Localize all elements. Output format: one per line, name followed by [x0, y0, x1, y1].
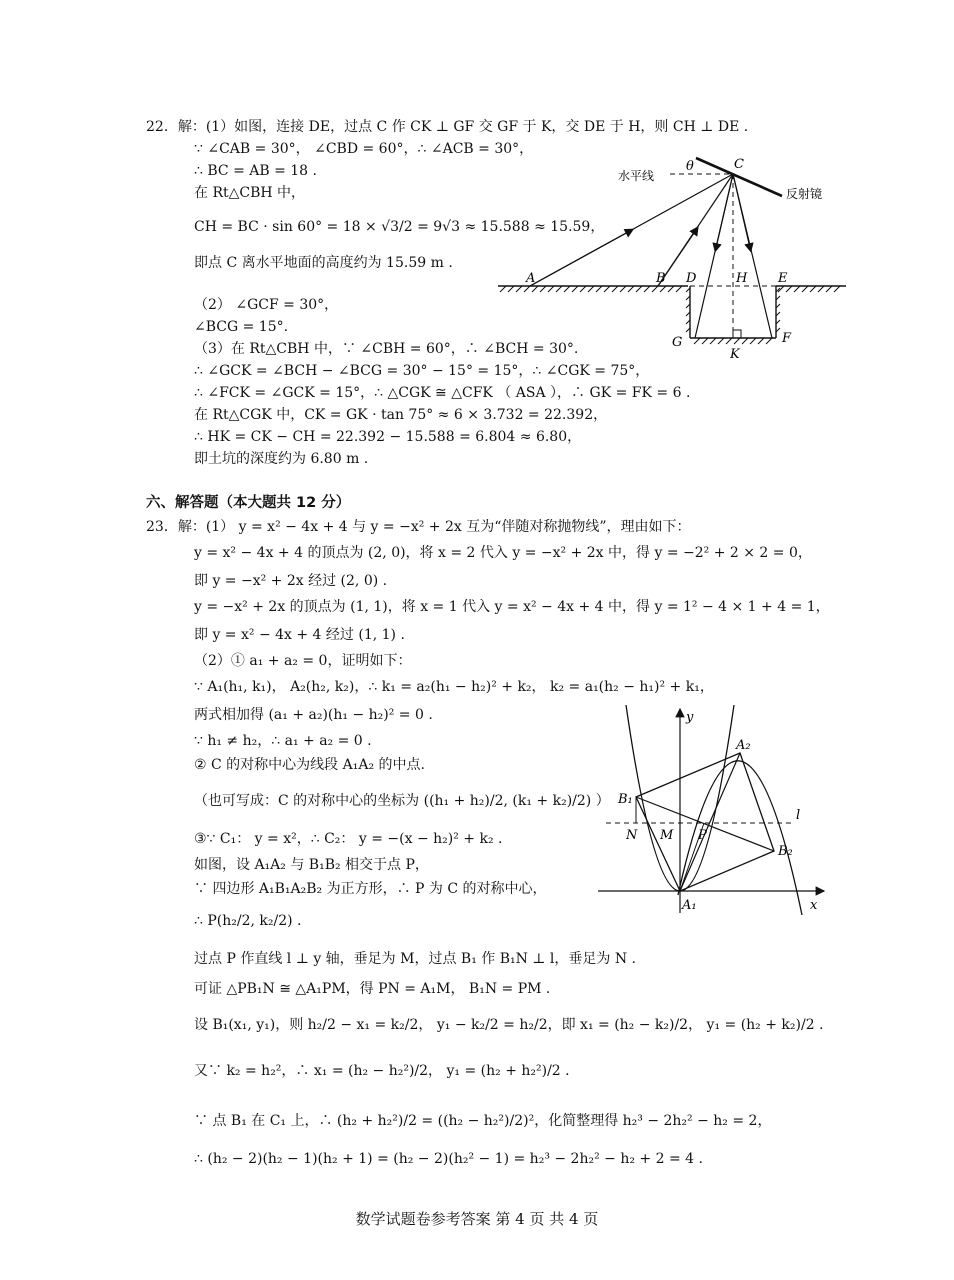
- point-F: F: [782, 331, 792, 346]
- point-N: N: [626, 828, 638, 843]
- q23-line-11: （也可写成：C 的对称中心的坐标为 ((h₁ + h₂)/2, (k₁ + k₂)/2) ）: [194, 793, 610, 809]
- q22-line-7: （2） ∠GCF = 30°，: [194, 297, 339, 313]
- q23-parabola-figure: [598, 705, 828, 915]
- q22-line-8: ∠BCG = 15°.: [194, 319, 289, 335]
- q22-line-4: 在 Rt△CBH 中，: [194, 185, 306, 201]
- axis-x-label: x: [810, 898, 818, 913]
- point-A2: A₂: [736, 738, 751, 753]
- q23-line-15: ∴ P(h₂/2, k₂/2) .: [194, 913, 302, 929]
- q23-line-20: ∵ 点 B₁ 在 C₁ 上，∴ (h₂ + h₂²)/2 = ((h₂ − h₂²)/2)²，化简整理得 h₂³ − 2h₂² − h₂ = 2，: [194, 1113, 772, 1129]
- label-horizontal: 水平线: [618, 169, 655, 183]
- q23-line-3: 即 y = −x² + 2x 经过 (2, 0) .: [194, 573, 388, 589]
- q23-line-7: ∵ A₁(h₁, k₁)， A₂(h₂, k₂)，∴ k₁ = a₂(h₁ − h₂)² + k₂， k₂ = a₁(h₂ − h₁)² + k₁，: [194, 679, 714, 695]
- q22-line-10: ∴ ∠GCK = ∠BCH − ∠BCG = 30° − 15° = 15°，∴ ∠CGK = 75°，: [194, 363, 650, 379]
- q23-line-16: 过点 P 作直线 l ⊥ y 轴，垂足为 M，过点 B₁ 作 B₁N ⊥ l，垂足为 N .: [194, 951, 637, 967]
- section-6-heading: 六、解答题（本大题共 12 分）: [146, 495, 351, 511]
- q23-line-1: 23．解：(1） y = x² − 4x + 4 与 y = −x² + 2x 互为“伴随对称抛物线”，理由如下：: [146, 519, 691, 535]
- ray-AC-arrow: [530, 231, 630, 286]
- point-A1: A₁: [682, 898, 697, 913]
- label-theta: θ: [686, 159, 694, 174]
- point-K: K: [730, 347, 740, 362]
- q23-line-2: y = x² − 4x + 4 的顶点为 (2, 0)，将 x = 2 代入 y = −x² + 2x 中，得 y = −2² + 2 × 2 = 0，: [194, 545, 812, 561]
- q22-line-6: 即点 C 离水平地面的高度约为 15.59 m .: [194, 255, 453, 271]
- q22-reflection-figure: [490, 150, 850, 365]
- q23-line-6: （2）① a₁ + a₂ = 0，证明如下：: [194, 653, 412, 669]
- square-A1B1A2B2: [636, 753, 774, 891]
- point-P: P: [698, 828, 707, 843]
- point-C: C: [734, 157, 744, 172]
- point-E: E: [778, 271, 788, 286]
- q22-line-11: ∴ ∠FCK = ∠GCK = 15°，∴ △CGK ≅ △CFK （ ASA ），∴ GK = FK = 6 .: [194, 385, 691, 401]
- point-H: H: [736, 271, 748, 286]
- q23-line-21: ∴ (h₂ − 2)(h₂ − 1)(h₂ + 1) = (h₂ − 2)(h₂² − 1) = h₂³ − 2h₂² − h₂ + 2 = 4 .: [194, 1151, 703, 1167]
- q23-line-17: 可证 △PB₁N ≅ △A₁PM，得 PN = A₁M， B₁N = PM .: [194, 981, 551, 997]
- ray-CG-arrow: [716, 174, 733, 248]
- point-D: D: [686, 271, 697, 286]
- ray-CF-arrow: [733, 174, 750, 248]
- q23-line-10: ② C 的对称中心为线段 A₁A₂ 的中点.: [194, 757, 425, 773]
- q23-line-19: 又∵ k₂ = h₂²，∴ x₁ = (h₂ − h₂²)/2， y₁ = (h₂ + h₂²)/2 .: [194, 1063, 570, 1079]
- label-mirror: 反射镜: [786, 187, 823, 201]
- q23-line-4: y = −x² + 2x 的顶点为 (1, 1)，将 x = 1 代入 y = x² − 4x + 4 中，得 y = 1² − 4 × 1 + 4 = 1，: [194, 599, 830, 615]
- point-B: B: [656, 271, 666, 286]
- point-M: M: [660, 828, 674, 843]
- q23-line-8: 两式相加得 (a₁ + a₂)(h₁ − h₂)² = 0 .: [194, 707, 433, 723]
- q23-line-12: ③∵ C₁： y = x²，∴ C₂： y = −(x − h₂)² + k₂ .: [194, 831, 503, 847]
- q23-line-5: 即 y = x² − 4x + 4 经过 (1, 1) .: [194, 627, 405, 643]
- q23-line-18: 设 B₁(x₁, y₁)，则 h₂/2 − x₁ = k₂/2， y₁ − k₂/2 = h₂/2，即 x₁ = (h₂ − k₂)/2， y₁ = (h₂ + k₂)/2 .: [194, 1017, 824, 1033]
- q23-line-14: ∵ 四边形 A₁B₁A₂B₂ 为正方形，∴ P 为 C 的对称中心，: [194, 881, 547, 897]
- line-l-label: l: [796, 808, 801, 823]
- q22-line-13: ∴ HK = CK − CH = 22.392 − 15.588 = 6.804 ≈ 6.80，: [194, 429, 582, 445]
- q23-line-13: 如图，设 A₁A₂ 与 B₁B₂ 相交于点 P，: [194, 857, 429, 873]
- q22-line-3: ∴ BC = AB = 18 .: [194, 163, 317, 179]
- q22-line-1: 22．解：(1）如图，连接 DE，过点 C 作 CK ⊥ GF 交 GF 于 K，交 DE 于 H，则 CH ⊥ DE .: [146, 119, 749, 135]
- right-angle-mark: [733, 330, 741, 338]
- point-B1: B₁: [618, 792, 633, 807]
- q22-line-12: 在 Rt△CGK 中，CK = GK · tan 75° ≈ 6 × 3.732 = 22.392，: [194, 407, 608, 423]
- q22-line-2: ∵ ∠CAB = 30°， ∠CBD = 60°，∴ ∠ACB = 30°，: [194, 141, 534, 157]
- axis-y-label: y: [686, 710, 694, 725]
- q22-line-5: CH = BC · sin 60° = 18 × √3/2 = 9√3 ≈ 15.588 ≈ 15.59，: [194, 219, 605, 235]
- q22-line-14: 即土坑的深度约为 6.80 m .: [194, 451, 369, 467]
- point-G: G: [672, 335, 683, 350]
- point-B2: B₂: [778, 844, 793, 859]
- diagonal-A1A2: [680, 753, 740, 891]
- q22-line-9: （3）在 Rt△CBH 中，∵ ∠CBH = 60°，∴ ∠BCH = 30°.: [194, 341, 579, 357]
- page-footer: 数学试题卷参考答案 第 4 页 共 4 页: [355, 1210, 599, 1228]
- point-A: A: [526, 271, 536, 286]
- q23-line-9: ∵ h₁ ≠ h₂，∴ a₁ + a₂ = 0 .: [194, 733, 372, 749]
